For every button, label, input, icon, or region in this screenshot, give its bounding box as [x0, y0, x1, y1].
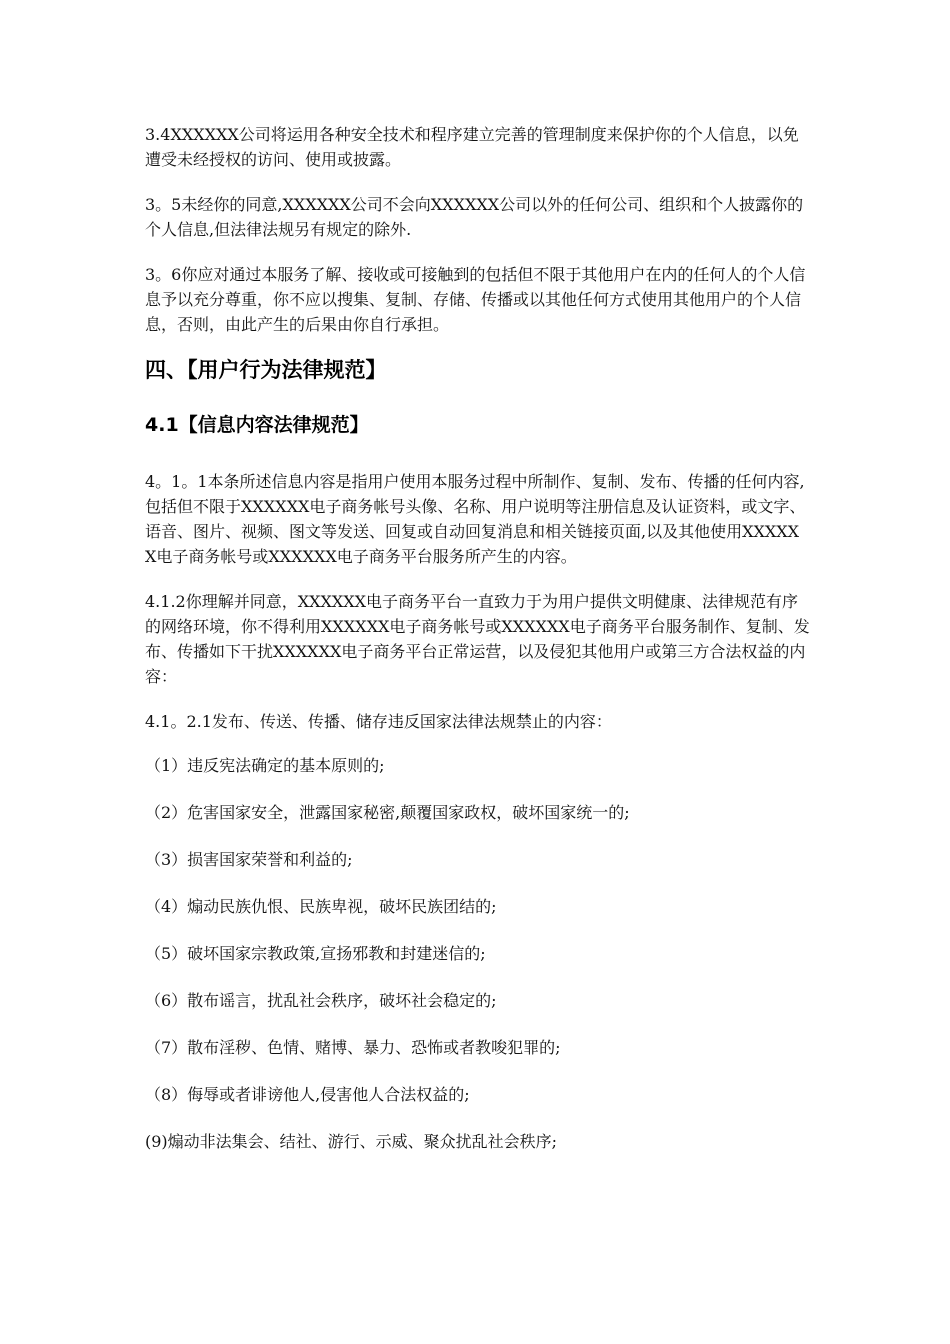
paragraph-3-6: 3。6你应对通过本服务了解、接收或可接触到的包括但不限于其他用户在内的任何人的个人信息予以充分尊重，你不应以搜集、复制、存储、传播或以其他任何方式使用其他用户的个人信息，否则，由此产生的后果由你自行承担。 — [145, 265, 806, 334]
document-body — [145, 122, 810, 1154]
list-item-7: （7）散布淫秽、色情、赌博、暴力、恐怖或者教唆犯罪的; — [145, 1038, 561, 1057]
paragraph-3-4: 3.4XXXXXX公司将运用各种安全技术和程序建立完善的管理制度来保护你的个人信息，以免遭受未经授权的访问、使用或披露。 — [145, 125, 799, 169]
paragraph-3-5: 3。5未经你的同意,XXXXXX公司不会向XXXXXX公司以外的任何公司、组织和个人披露你的个人信息,但法律法规另有规定的除外. — [145, 195, 804, 239]
list-item-3: （3）损害国家荣誉和利益的; — [145, 850, 353, 869]
list-item-5: （5）破坏国家宗教政策,宣扬邪教和封建迷信的; — [145, 944, 486, 963]
list-item-1: （1）违反宪法确定的基本原则的; — [145, 756, 385, 775]
section-heading: 四、【用户行为法律规范】 — [145, 358, 387, 382]
list-item-4: （4）煽动民族仇恨、民族卑视，破坏民族团结的; — [145, 897, 497, 916]
paragraph-4-1-2: 4.1.2你理解并同意，XXXXXX电子商务平台一直致力于为用户提供文明健康、法律规范有序的网络环境，你不得利用XXXXXX电子商务帐号或XXXXXX电子商务平台服务制作、复制、发布、传播如下干扰XXXXXX电子商务平台正常运营，以及侵犯其他用户或第三方合法权益的内容： — [145, 592, 810, 686]
paragraph-4-1-1: 4。1。1本条所述信息内容是指用户使用本服务过程中所制作、复制、发布、传播的任何内容,包括但不限于XXXXXX电子商务帐号头像、名称、用户说明等注册信息及认证资料，或文字、语音、图片、视频、图文等发送、回复或自动回复消息和相关链接页面,以及其他使用XXXXXX电子商务帐号或XXXXXX电子商务平台服务所产生的内容。 — [145, 472, 806, 566]
list-item-2: （2）危害国家安全，泄露国家秘密,颠覆国家政权，破坏国家统一的; — [145, 803, 630, 822]
subsection-heading: 4.1【信息内容法律规范】 — [145, 414, 369, 436]
list-item-6: （6）散布谣言，扰乱社会秩序，破坏社会稳定的; — [145, 991, 497, 1010]
list-item-9: (9)煽动非法集会、结社、游行、示威、聚众扰乱社会秩序; — [145, 1132, 558, 1151]
list-item-8: （8）侮辱或者诽谤他人,侵害他人合法权益的; — [145, 1085, 470, 1104]
paragraph-4-1-2-1: 4.1。2.1发布、传送、传播、储存违反国家法律法规禁止的内容： — [145, 712, 612, 731]
